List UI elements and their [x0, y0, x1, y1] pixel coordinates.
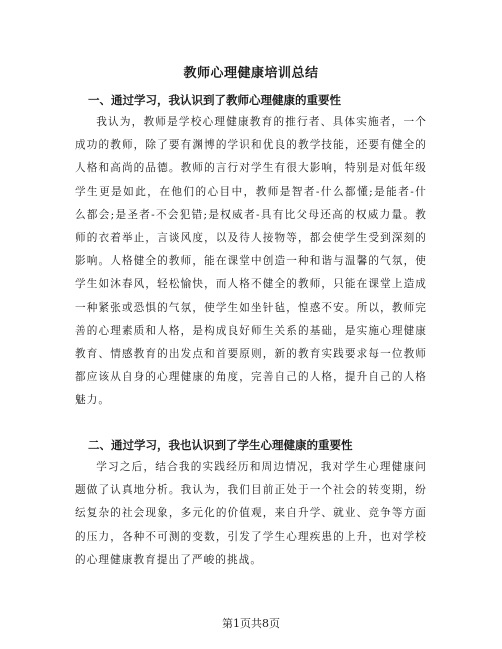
section-heading-1: 一、通过学习，我认识到了教师心理健康的重要性	[88, 93, 341, 107]
section-paragraph-1: 我认为，教师是学校心理健康教育的推行者、具体实施者，一个成功的教师，除了要有渊博的学识和优良的教学技能，还要有健全的人格和高尚的品德。教师的言行对学生有很大影响，特别是对低年级学生更是如此，在他们的心目中，教师是智者-什么都懂;是能者-什么都会;是圣者-不会犯错;是权威者-具有比父母还高的权威力量。教师的衣着举止，言谈风度，以及待人接物等，都会使学生受到深刻的影响。人格健全的教师，能在课堂中创造一种和谐与温馨的气氛，使学生如沐春风，轻松愉快，而人格不健全的教师，只能在课堂上造成一种紧张或恐惧的气氛，使学生如坐针毡，惶惑不安。所以，教师完善的心理素质和人格，是构成良好师生关系的基础，是实施心理健康教育、情感教育的出发点和首要原则，新的教育实践要求每一位教师都应该从自身的心理健康的角度，完善自己的人格，提升自己的人格魅力。	[75, 116, 427, 407]
document-title: 教师心理健康培训总结	[183, 66, 319, 81]
section-paragraph-2: 学习之后，结合我的实践经历和周边情况，我对学生心理健康问题做了认真地分析。我认为，我们目前正处于一个社会的转变期，纷纭复杂的社会现象，多元化的价值观，来自升学、就业、竞争等方面的压力，各种不可测的变数，引发了学生心理疾患的上升，也对学校的心理健康教育提出了严峻的挑战。	[75, 461, 427, 566]
section-heading-2: 二、通过学习，我也认识到了学生心理健康的重要性	[88, 438, 353, 452]
page-number-footer: 第1页共8页	[222, 617, 280, 630]
